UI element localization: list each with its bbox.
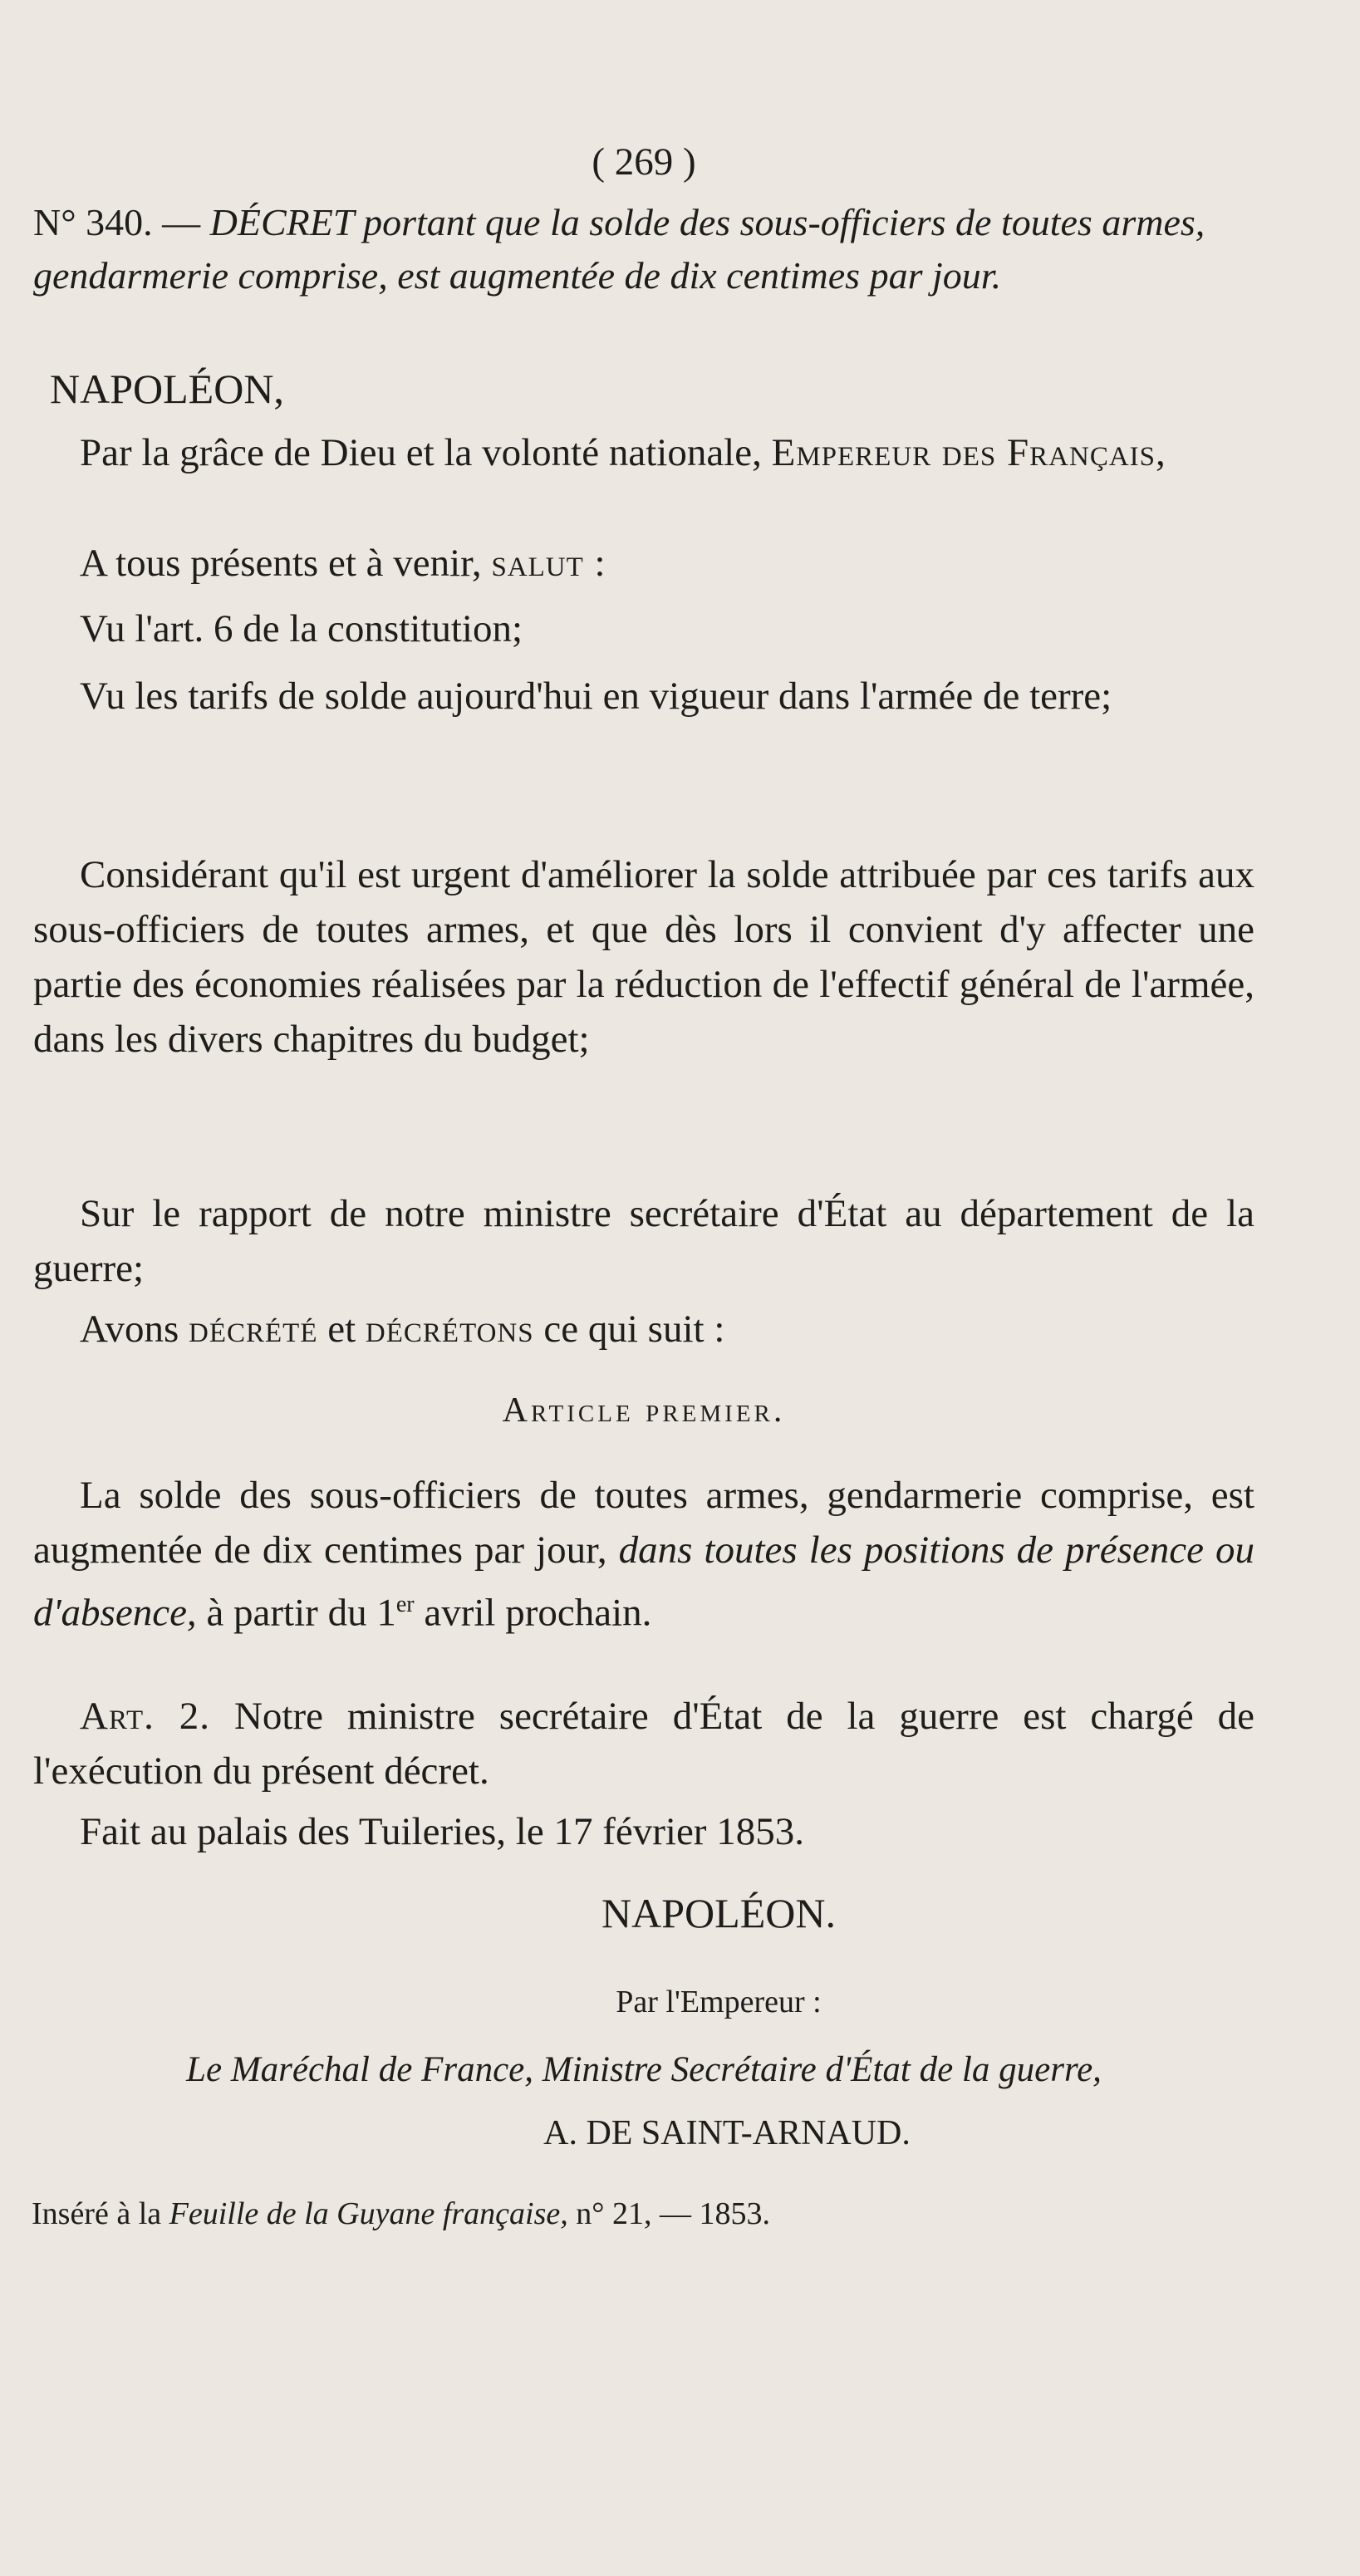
ce-qui-suit: ce qui suit : xyxy=(543,1308,725,1351)
decree-title: DÉCRET portant que la solde des sous-officiers de toutes armes, gendarmerie comprise, est augmentée de dix centimes par jour. xyxy=(33,201,1205,297)
vu-constitution xyxy=(33,601,1254,656)
page-number xyxy=(33,135,1254,189)
footnote-italic: Feuille de la Guyane française, xyxy=(169,2196,568,2231)
footnote-text-1: Inséré à la xyxy=(32,2196,162,2231)
article-premier-text-2: à partir du 1 xyxy=(206,1591,396,1635)
decrete-word: décrété xyxy=(189,1308,318,1351)
article-2-text: Notre ministre secrétaire d'État de la guerre est chargé de l'exécution du présent décret. xyxy=(33,1695,1254,1793)
grace-text: Par la grâce de Dieu et la volonté nationale, xyxy=(80,431,762,474)
article-premier-text xyxy=(33,1468,1254,1641)
vu-tarifs xyxy=(33,669,1254,724)
article-2-paragraph xyxy=(33,1689,1254,1798)
avons-word: Avons xyxy=(80,1308,179,1351)
minister-title xyxy=(33,2043,1254,2098)
article-2-label: Art. 2. xyxy=(80,1695,211,1738)
grace-line xyxy=(33,425,1254,480)
considerant-text: Considérant qu'il est urgent d'améliorer la solde attribuée par ces tarifs aux sous-officiers de toutes armes, et que dès lors il convient d'y affecter une partie des économies réalisées par la réduction de l'effectif général de l'armée, dans les divers chapitres du budget; xyxy=(33,853,1254,1061)
article-premier-text-3: avril prochain. xyxy=(424,1591,652,1635)
superscript-er: er xyxy=(395,1592,415,1617)
decretons-word: décrétons xyxy=(365,1308,534,1351)
decree-number: N° 340. — xyxy=(33,201,201,243)
salute-line xyxy=(33,536,1254,591)
footnote xyxy=(32,2186,1253,2241)
sur-rapport-text: Sur le rapport de notre ministre secrétaire d'État au département de la guerre; xyxy=(33,1192,1254,1290)
article-premier-heading-text: Article premier. xyxy=(502,1391,786,1430)
article-premier-text-1: La solde des sous-officiers de toutes armes, gendarmerie comprise, est augmentée de dix centimes par jour, xyxy=(33,1474,1254,1572)
minister-name xyxy=(33,2106,1254,2161)
salute-text: A tous présents et à venir, xyxy=(80,542,482,585)
article-premier-heading xyxy=(33,1383,1254,1438)
avons-decrete xyxy=(33,1302,1254,1357)
article-premier-italic: dans toutes les positions de présence ou d'absence, xyxy=(33,1528,1254,1635)
emperor-name xyxy=(50,361,1271,416)
salute-word: salut : xyxy=(491,542,606,585)
date-line-text: Fait au palais des Tuileries, le 17 février 1853. xyxy=(80,1810,804,1853)
vu-tarifs-text: Vu les tarifs de solde aujourd'hui en vigueur dans l'armée de terre; xyxy=(80,675,1112,718)
par-empereur-text: Par l'Empereur : xyxy=(616,1985,822,2019)
et-word: et xyxy=(327,1308,356,1351)
vu-constitution-text: Vu l'art. 6 de la constitution; xyxy=(80,607,523,650)
decree-heading xyxy=(33,196,1254,302)
considerant-paragraph xyxy=(33,847,1254,1067)
date-line xyxy=(33,1804,1254,1859)
sur-rapport-paragraph xyxy=(33,1186,1254,1296)
signature-napoleon xyxy=(33,1886,1254,1941)
minister-name-text: A. DE SAINT-ARNAUD. xyxy=(543,2114,911,2152)
minister-title-text: Le Maréchal de France, Ministre Secrétaire d'État de la guerre, xyxy=(186,2050,1102,2089)
signature-text: NAPOLÉON. xyxy=(601,1890,836,1936)
emperor-name-text: NAPOLÉON, xyxy=(50,366,284,412)
page-number-text: ( 269 ) xyxy=(592,140,696,184)
grace-title: Empereur des Français, xyxy=(771,431,1166,474)
footnote-text-2: n° 21, — 1853. xyxy=(576,2196,770,2231)
par-empereur xyxy=(33,1975,1254,2029)
